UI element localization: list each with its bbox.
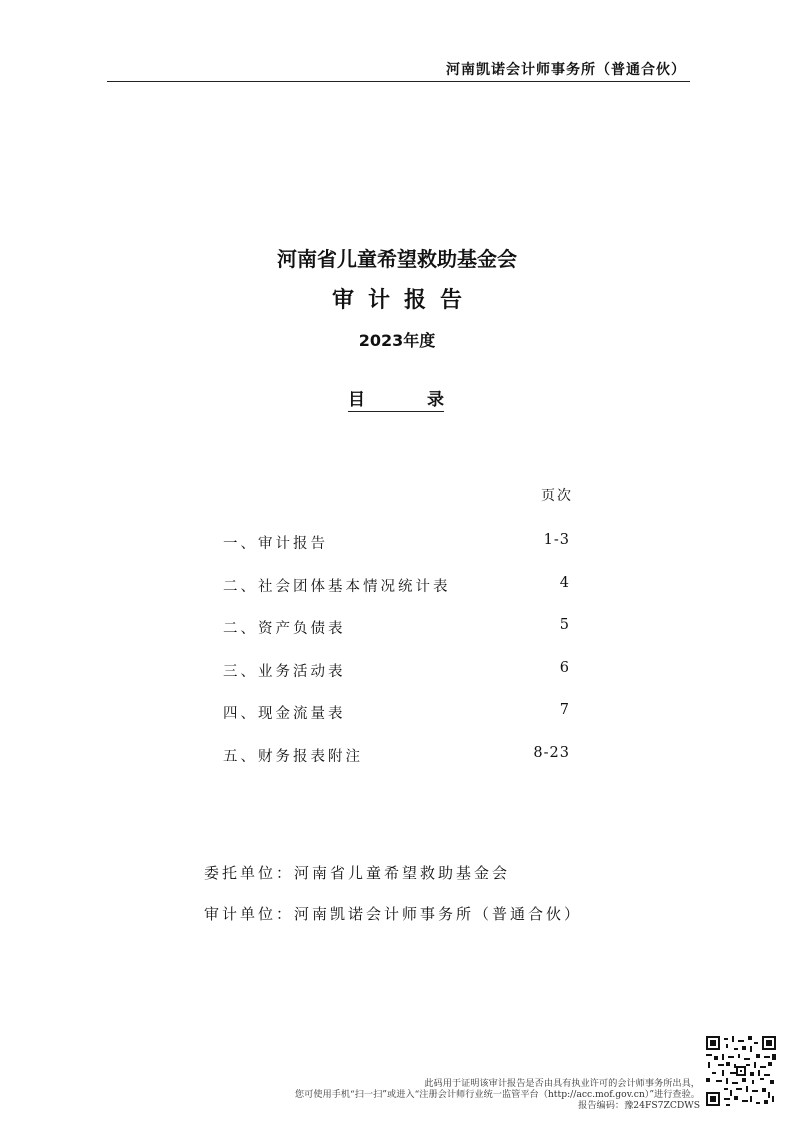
toc-item-page: 1-3 <box>543 532 570 548</box>
client-unit: 委托单位：河南省儿童希望救助基金会 <box>204 864 511 882</box>
header-firm-name: 河南凯诺会计师事务所（普通合伙） <box>446 62 686 78</box>
toc-item-label: 五、财务报表附注 <box>223 748 363 765</box>
toc-list <box>223 532 573 787</box>
toc-item-page: 7 <box>559 702 570 718</box>
verification-line-2: 您可使用手机“扫一扫”或进入“注册会计师行业统一监管平台（http://acc.mof.gov.cn）”进行查验。 <box>294 1089 700 1100</box>
toc-item-label: 三、业务活动表 <box>223 663 346 680</box>
toc-item-label: 二、资产负债表 <box>223 621 346 637</box>
verification-line-1: 此码用于证明该审计报告是否由具有执业许可的会计师事务所出具， <box>424 1078 700 1089</box>
toc-heading-right: 录 <box>427 390 444 410</box>
toc-item-label: 一、审计报告 <box>223 536 328 552</box>
toc-item-page: 4 <box>559 574 570 591</box>
header-divider <box>107 81 690 82</box>
auditor-unit: 审计单位：河南凯诺会计师事务所（普通合伙） <box>204 905 583 923</box>
report-code: 报告编码：豫24FS7ZCDWS <box>578 1100 700 1111</box>
qr-code-icon <box>706 1036 776 1106</box>
page-column-label: 页次 <box>541 488 573 504</box>
toc-item <box>223 617 573 660</box>
toc-item <box>223 575 573 618</box>
organization-title: 河南省儿童希望救助基金会 <box>277 247 517 271</box>
toc-heading-left: 目 <box>348 390 365 410</box>
toc-item-label: 四、现金流量表 <box>223 706 346 722</box>
report-title: 审计报告 <box>331 288 476 313</box>
toc-item <box>223 745 573 788</box>
toc-item-label: 二、社会团体基本情况统计表 <box>223 578 451 595</box>
verification-note <box>295 1078 700 1111</box>
report-year: 2023年度 <box>358 331 436 350</box>
toc-item <box>223 532 573 575</box>
toc-item-page: 8-23 <box>533 744 570 761</box>
toc-item-page: 5 <box>559 617 570 633</box>
toc-item-page: 6 <box>559 659 570 676</box>
toc-heading <box>348 385 444 412</box>
toc-item <box>223 702 573 745</box>
toc-item <box>223 660 573 703</box>
